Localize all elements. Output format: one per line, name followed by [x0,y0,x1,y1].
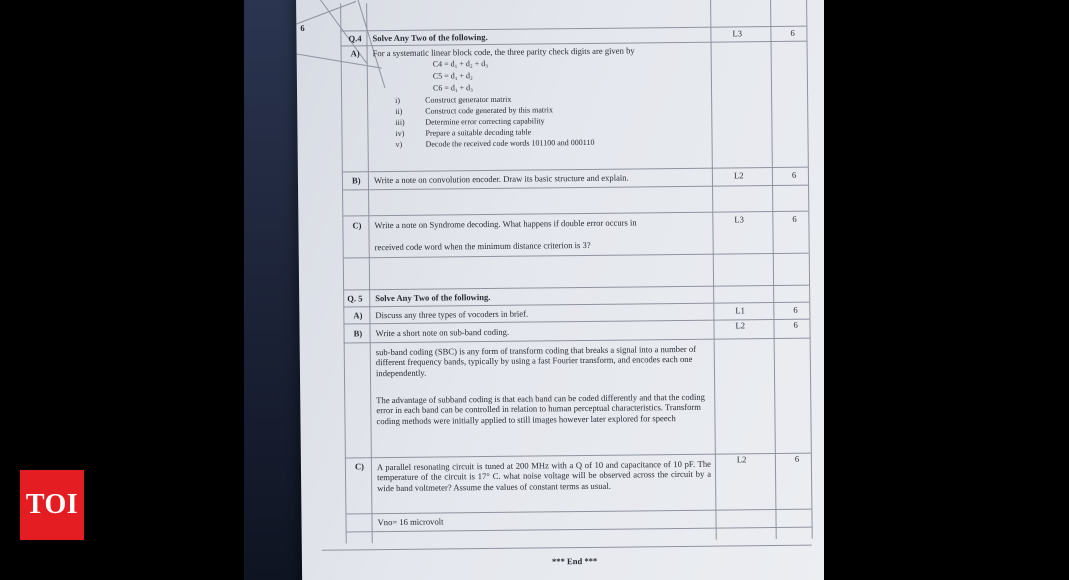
q4b-text: Write a note on convolution encoder. Draw its basic structure and explain. [373,172,629,186]
q4b-marks: 6 [791,169,797,180]
row-line [342,185,808,191]
row-line [322,545,812,551]
q5a-label: A) [353,310,363,321]
equation: C4 = d₁ + d₂ + d₃ [432,58,489,69]
q4a-level: L3 [732,28,743,39]
subpart-text: Prepare a suitable decoding table [425,127,532,138]
subpart-number: iii) [395,117,405,127]
q5c-level: L2 [736,454,747,465]
q5c-text: A parallel resonating circuit is tuned at 200 MHz with a Q of 10 and capacitance of 10 pF. The temperature of the circuit is 17° C. what noise voltage will be observed across the circuit by a wide band voltmeter? Assume the values of constant terms as usual. [376,458,712,493]
q4c-marks: 6 [792,213,797,224]
q4b-level: L2 [733,170,744,181]
q5a-marks: 6 [793,304,798,315]
table-border-right [806,0,813,539]
q5c-label: C) [354,461,365,472]
q4c-text-line1: Write a note on Syndrome decoding. What happens if double error occurs in [374,217,637,231]
q5-label: Q. 5 [347,293,363,304]
equation: C5 = d₁ + d₂ [432,71,473,81]
row-line [345,509,811,515]
q5b-answer-paragraph-1: sub-band coding (SBC) is any form of transform coding that breaks a signal into a number of different frequency bands, typically by using a fast Fourier transform, and encodes each one independently. [375,343,697,378]
q5c-marks: 6 [794,453,800,464]
q5-heading: Solve Any Two of the following. [375,291,491,304]
q5b-label: B) [353,328,363,339]
corner-mark: 6 [300,22,305,33]
q4a-label: A) [350,48,360,59]
toi-logo: TOI [20,470,84,540]
q4c-label: C) [352,220,362,231]
subpart-text: Determine error correcting capability [425,116,545,127]
q4a-marks: 6 [790,27,795,38]
q4-heading: Solve Any Two of the following. [372,31,488,44]
subpart-number: i) [395,95,401,105]
column-divider-level [710,0,717,540]
row-line [343,253,809,259]
end-marker: *** End *** [551,555,598,567]
row-line [346,527,812,533]
corner-diagram [296,0,407,94]
q4a-text: For a systematic linear block code, the three parity check digits are given by [372,45,635,59]
q4c-text-line2: received code word when the minimum distance criterion is 3? [374,239,591,253]
equation: C6 = d₁ + d₃ [432,83,473,93]
subpart-number: v) [395,139,403,149]
q5b-marks: 6 [793,319,798,330]
q5b-level: L2 [735,320,746,331]
q5c-answer: Vno= 16 microvolt [377,516,444,528]
row-line [344,338,810,344]
q5b-text: Write a short note on sub-band coding. [375,326,510,339]
subpart-text: Construct code generated by this matrix [425,105,554,116]
subpart-number: ii) [395,106,403,116]
row-line [343,285,809,291]
q4c-level: L3 [734,214,744,225]
q4b-label: B) [351,175,361,186]
column-divider-marks [770,0,777,539]
q4-label: Q.4 [348,33,362,44]
subpart-text: Decode the received code words 101100 and 000110 [425,137,595,149]
q5a-level: L1 [735,305,745,316]
subpart-number: iv) [395,128,405,138]
subpart-text: Construct generator matrix [425,94,512,105]
q5b-answer-paragraph-2: The advantage of subband coding is that each band can be coded differently and that the coding error in each band can be controlled in relation to human perceptual characteristics. Transform coding methods were initially applied to still images however later explored for speech [376,391,705,426]
q5a-text: Discuss any three types of vocoders in brief. [375,308,529,321]
exam-paper-photo [244,0,824,580]
question-paper [296,0,824,580]
